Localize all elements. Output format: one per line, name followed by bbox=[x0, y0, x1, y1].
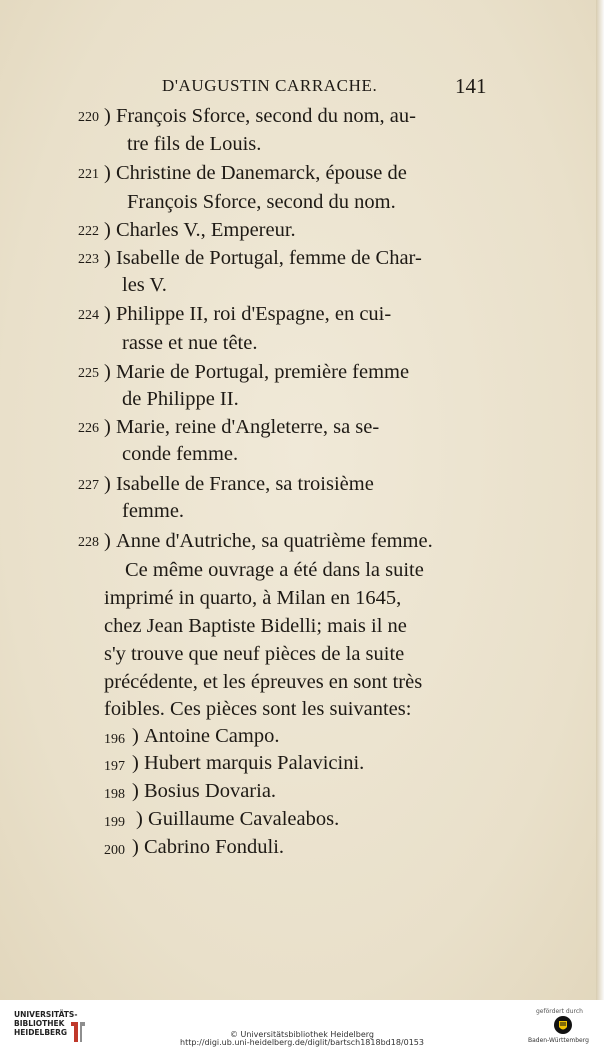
entry-number: 221 bbox=[78, 167, 99, 182]
library-name-line: UNIVERSITÄTS- bbox=[14, 1010, 78, 1019]
sub-entry-number: 197 bbox=[104, 759, 125, 774]
sub-entry-line: ) Cabrino Fonduli. bbox=[132, 836, 285, 858]
entry-text: Marie de Portugal, première femme bbox=[115, 361, 410, 383]
entry-line: ) Charles V., Empereur. bbox=[104, 219, 296, 241]
entry-line: ) Philippe II, roi d'Espagne, en cui- bbox=[104, 303, 392, 325]
copyright-text: © Universitätsbibliothek Heidelberg bbox=[229, 1030, 374, 1039]
page-edge bbox=[596, 0, 604, 1000]
entry-line: rasse et nue tête. bbox=[122, 332, 258, 354]
paragraph-line: Ce même ouvrage a été dans la suite bbox=[125, 559, 424, 581]
entry-line: François Sforce, second du nom. bbox=[127, 191, 396, 213]
entry-text: Anne d'Autriche, sa quatrième femme. bbox=[115, 530, 433, 552]
entry-text: Philippe II, roi d'Espagne, en cui- bbox=[115, 303, 392, 325]
entry-line: tre fils de Louis. bbox=[127, 133, 262, 155]
sub-entry-line: ) Antoine Campo. bbox=[132, 725, 280, 747]
sub-entry-text: Hubert marquis Palavicini. bbox=[143, 752, 365, 774]
sub-entry-number: 199 bbox=[104, 815, 125, 830]
entry-line: femme. bbox=[122, 500, 185, 522]
entry-text: Christine de Danemarck, épouse de bbox=[115, 162, 407, 184]
sub-entry-line: ) Guillaume Cavaleabos. bbox=[136, 808, 340, 830]
paragraph-line: chez Jean Baptiste Bidelli; mais il ne bbox=[104, 615, 407, 637]
entry-line: ) Isabelle de France, sa troisième bbox=[104, 473, 374, 495]
library-name-line: HEIDELBERG bbox=[14, 1028, 68, 1037]
entry-number: 227 bbox=[78, 478, 99, 493]
state-seal-icon bbox=[553, 1015, 573, 1035]
sub-entry-line: ) Hubert marquis Palavicini. bbox=[132, 752, 365, 774]
paragraph-line: foibles. Ces pièces sont les suivantes: bbox=[104, 698, 412, 720]
sub-entry-text: Antoine Campo. bbox=[143, 725, 280, 747]
entry-number: 220 bbox=[78, 110, 99, 125]
paragraph-line: imprimé in quarto, à Milan en 1645, bbox=[104, 587, 402, 609]
entry-text: Isabelle de France, sa troisième bbox=[115, 473, 374, 495]
entry-line: les V. bbox=[122, 274, 167, 296]
sub-entry-text: Guillaume Cavaleabos. bbox=[147, 808, 340, 830]
footer-bar bbox=[0, 1000, 604, 1048]
funded-by-label: gefördert durch bbox=[536, 1008, 583, 1015]
library-name-line: BIBLIOTHEK bbox=[14, 1019, 65, 1028]
page-header bbox=[0, 74, 600, 104]
running-title: D'AUGUSTIN CARRACHE. bbox=[162, 76, 378, 95]
entry-text: Isabelle de Portugal, femme de Char- bbox=[115, 247, 422, 269]
sub-entry-line: ) Bosius Dovaria. bbox=[132, 780, 277, 802]
entry-number: 228 bbox=[78, 535, 99, 550]
entry-text: Marie, reine d'Angleterre, sa se- bbox=[115, 416, 380, 438]
entry-line: ) Marie, reine d'Angleterre, sa se- bbox=[104, 416, 380, 438]
entry-number: 225 bbox=[78, 366, 99, 381]
page-number: 141 bbox=[455, 74, 487, 98]
entry-text: Charles V., Empereur. bbox=[115, 219, 296, 241]
entry-line: de Philippe II. bbox=[122, 388, 239, 410]
sub-entry-number: 200 bbox=[104, 843, 125, 858]
sub-entry-text: Bosius Dovaria. bbox=[143, 780, 277, 802]
entry-line: ) Marie de Portugal, première femme bbox=[104, 361, 410, 383]
source-url-link[interactable]: http://digi.ub.uni-heidelberg.de/diglit/bartsch1818bd18/0153 bbox=[180, 1038, 424, 1047]
entry-line: conde femme. bbox=[122, 443, 239, 465]
entry-line: ) François Sforce, second du nom, au- bbox=[104, 105, 416, 127]
paragraph-line: s'y trouve que neuf pièces de la suite bbox=[104, 643, 405, 665]
sub-entry-number: 196 bbox=[104, 732, 125, 747]
entry-line: ) Anne d'Autriche, sa quatrième femme. bbox=[104, 530, 433, 552]
sub-entry-text: Cabrino Fonduli. bbox=[143, 836, 285, 858]
sub-entry-number: 198 bbox=[104, 787, 125, 802]
entry-number: 226 bbox=[78, 421, 99, 436]
entry-number: 222 bbox=[78, 224, 99, 239]
paragraph-line: précédente, et les épreuves en sont très bbox=[104, 671, 423, 693]
entry-text: François Sforce, second du nom, au- bbox=[115, 105, 416, 127]
funded-by-region: Baden-Württemberg bbox=[528, 1037, 589, 1044]
entry-number: 224 bbox=[78, 308, 99, 323]
entry-line: ) Christine de Danemarck, épouse de bbox=[104, 162, 407, 184]
entry-line: ) Isabelle de Portugal, femme de Char- bbox=[104, 247, 422, 269]
entry-number: 223 bbox=[78, 252, 99, 267]
